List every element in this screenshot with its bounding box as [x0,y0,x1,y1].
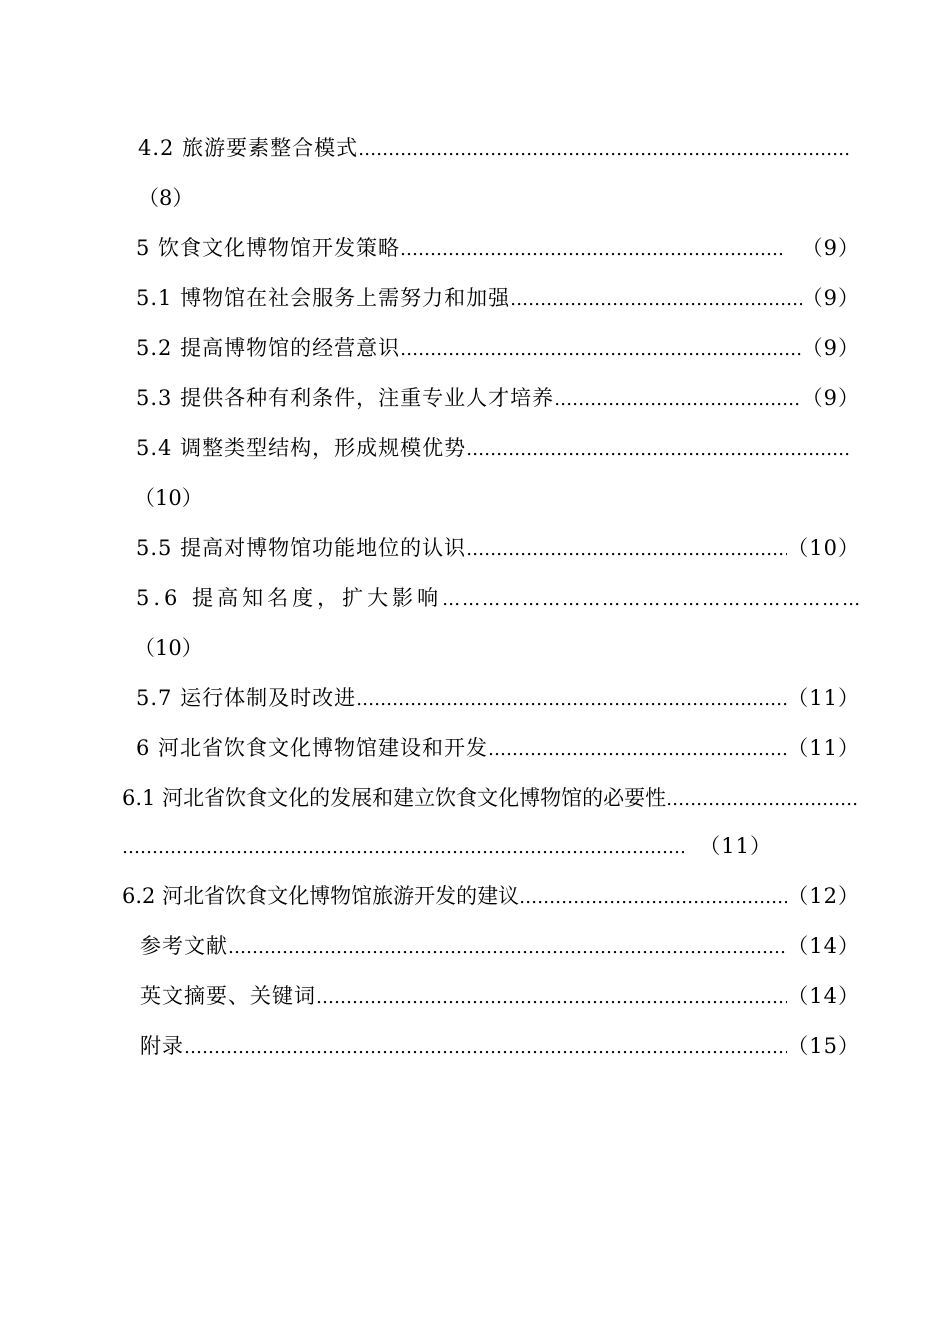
toc-entry-title: 5.7 运行体制及时改进 [136,686,357,710]
toc-entry-title: 5.5 提高对博物馆功能地位的认识 [136,536,467,560]
toc-entry-6-2[interactable] [122,876,860,916]
toc-entry-6[interactable] [136,728,860,768]
toc-leader-dots [228,928,787,966]
toc-leader-dots [184,1028,787,1066]
toc-entry-title: 附录 [140,1034,184,1058]
toc-entry-page-number: （9） [801,286,860,310]
toc-entry-5-2[interactable] [136,328,860,368]
toc-leader-dots [466,430,850,468]
toc-entry-5-3[interactable] [136,378,860,418]
toc-entry-6-1-continuation [122,826,772,866]
toc-entry-title: 6.1 河北省饮食文化的发展和建立饮食文化博物馆的必要性 [122,786,667,810]
toc-entry-5-1[interactable] [136,278,860,318]
toc-entry-references[interactable] [140,926,860,966]
toc-entry-page-number: （14） [787,984,860,1008]
toc-entry-page-number: （11） [787,736,860,760]
toc-leader-dots [510,280,802,318]
toc-entry-title: 6 河北省饮食文化博物馆建设和开发 [136,736,489,760]
toc-entry-page-number: （14） [787,934,860,958]
toc-leader-dots [400,230,782,268]
toc-entry-page-number: （11） [787,686,860,710]
toc-entry-4-2[interactable] [138,128,850,168]
toc-entry-page-number: （8） [138,186,194,210]
toc-leader-dots [466,530,787,568]
toc-entry-page-number: （9） [801,386,860,410]
toc-entry-appendix[interactable] [140,1026,860,1066]
toc-entry-page-number: （11） [699,834,772,858]
toc-leader-dots [442,580,860,618]
toc-leader-dots [519,878,787,916]
toc-entry-5[interactable] [136,228,860,268]
toc-entry-5-5[interactable] [136,528,860,568]
toc-entry-6-1[interactable] [122,778,860,818]
toc-entry-page-number: （12） [787,884,860,908]
toc-entry-title: 5.4 调整类型结构，形成规模优势 [136,436,467,460]
toc-entry-title: 参考文献 [140,934,228,958]
toc-entry-title: 4.2 旅游要素整合模式 [138,136,359,160]
toc-entry-5-7[interactable] [136,678,860,718]
toc-entry-title: 6.2 河北省饮食文化博物馆旅游开发的建议 [122,884,520,908]
toc-entry-title: 5.1 博物馆在社会服务上需努力和加强 [136,286,511,310]
toc-entry-title: 5.2 提高博物馆的经营意识 [136,336,401,360]
toc-entry-5-4[interactable] [136,428,850,468]
toc-entry-page-number: （10） [134,636,203,660]
toc-entry-title: 5 饮食文化博物馆开发策略 [136,236,401,260]
toc-leader-dots [358,130,850,168]
toc-entry-page-number: （15） [787,1034,860,1058]
toc-entry-page-number: （10） [787,536,860,560]
toc-leader-dots [554,380,802,418]
toc-leader-dots [316,978,787,1016]
toc-entry-title: 5.6 提高知名度，扩大影响 [136,586,443,610]
toc-entry-page-number: （9） [801,336,860,360]
toc-entry-page-number: （10） [134,486,203,510]
toc-leader-dots [122,828,684,866]
toc-leader-dots [356,680,787,718]
toc-entry-title: 英文摘要、关键词 [140,984,316,1008]
toc-entry-page-number: （9） [801,236,860,260]
toc-leader-dots [666,780,860,818]
toc-entry-title: 5.3 提供各种有利条件，注重专业人才培养 [136,386,555,410]
toc-leader-dots [488,730,787,768]
toc-entry-5-6[interactable] [136,578,860,618]
toc-leader-dots [400,330,802,368]
toc-entry-english-abstract[interactable] [140,976,860,1016]
